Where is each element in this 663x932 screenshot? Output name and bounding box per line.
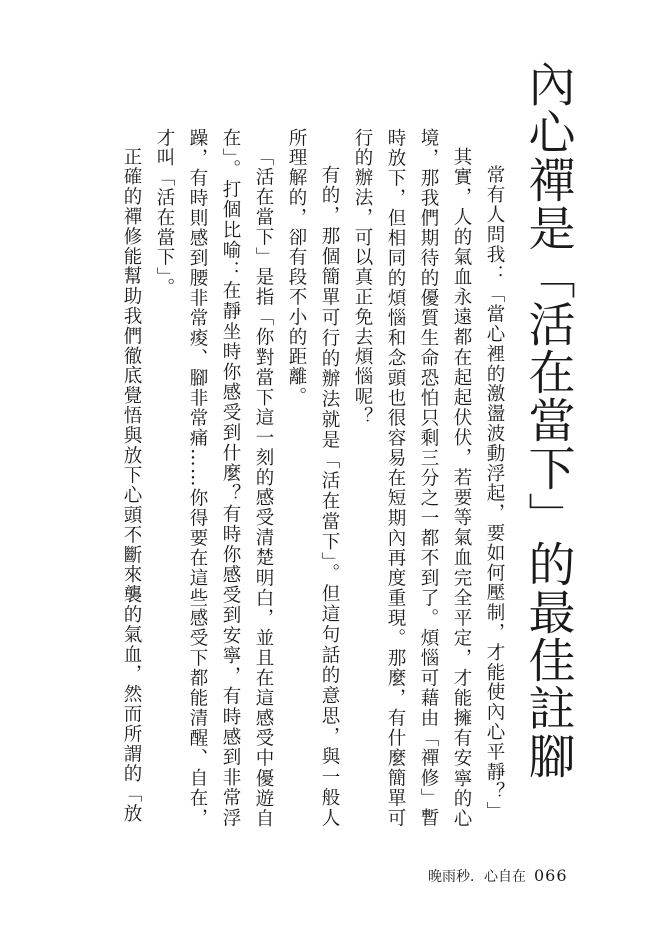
page-footer (428, 866, 568, 886)
paragraph: 有的，那個簡單可行的辦法就是「活在當下」。但這句話的意思，與一般人所理解的，卻有段不小的距離。 (286, 128, 340, 828)
paragraph: 常有人問我：「當心裡的激盪波動浮起，要如何壓制，才能使內心平靜？」 (484, 165, 505, 822)
chapter-title: 內心禪是「活在當下」的最佳註腳 (520, 60, 576, 780)
page-number: 066 (534, 866, 568, 885)
paragraph: 正確的禪修能幫助我們徹底覺悟與放下心頭不斷來襲的氣血，然而所謂的「放 (121, 146, 142, 824)
paragraph: 「活在當下」是指「你對當下這一刻的感受清楚明白，並且在這感受中優遊自在」。打個比喻：在靜坐時你感受到什麼？有時你感受到安寧，有時感到非常浮躁，有時則感到腰非常痠、腳非常痛……你得要在這些感受下都能清醒、自在，才叫「活在當下」。 (154, 128, 274, 828)
paragraph: 其實，人的氣血永遠都在起起伏伏，若要等氣血完全平定，才能擁有安寧的心境，那我們期待的優質生命恐怕只剩三分之一都不到了。煩惱可藉由「禪修」暫時放下，但相同的煩惱和念頭也很容易在短期內再度重現。那麼，有什麼簡單可行的辦法，可以真正免去煩惱呢？ (352, 128, 472, 828)
body-text (121, 128, 511, 828)
book-title: 晚雨秒．心自在 (428, 869, 526, 885)
